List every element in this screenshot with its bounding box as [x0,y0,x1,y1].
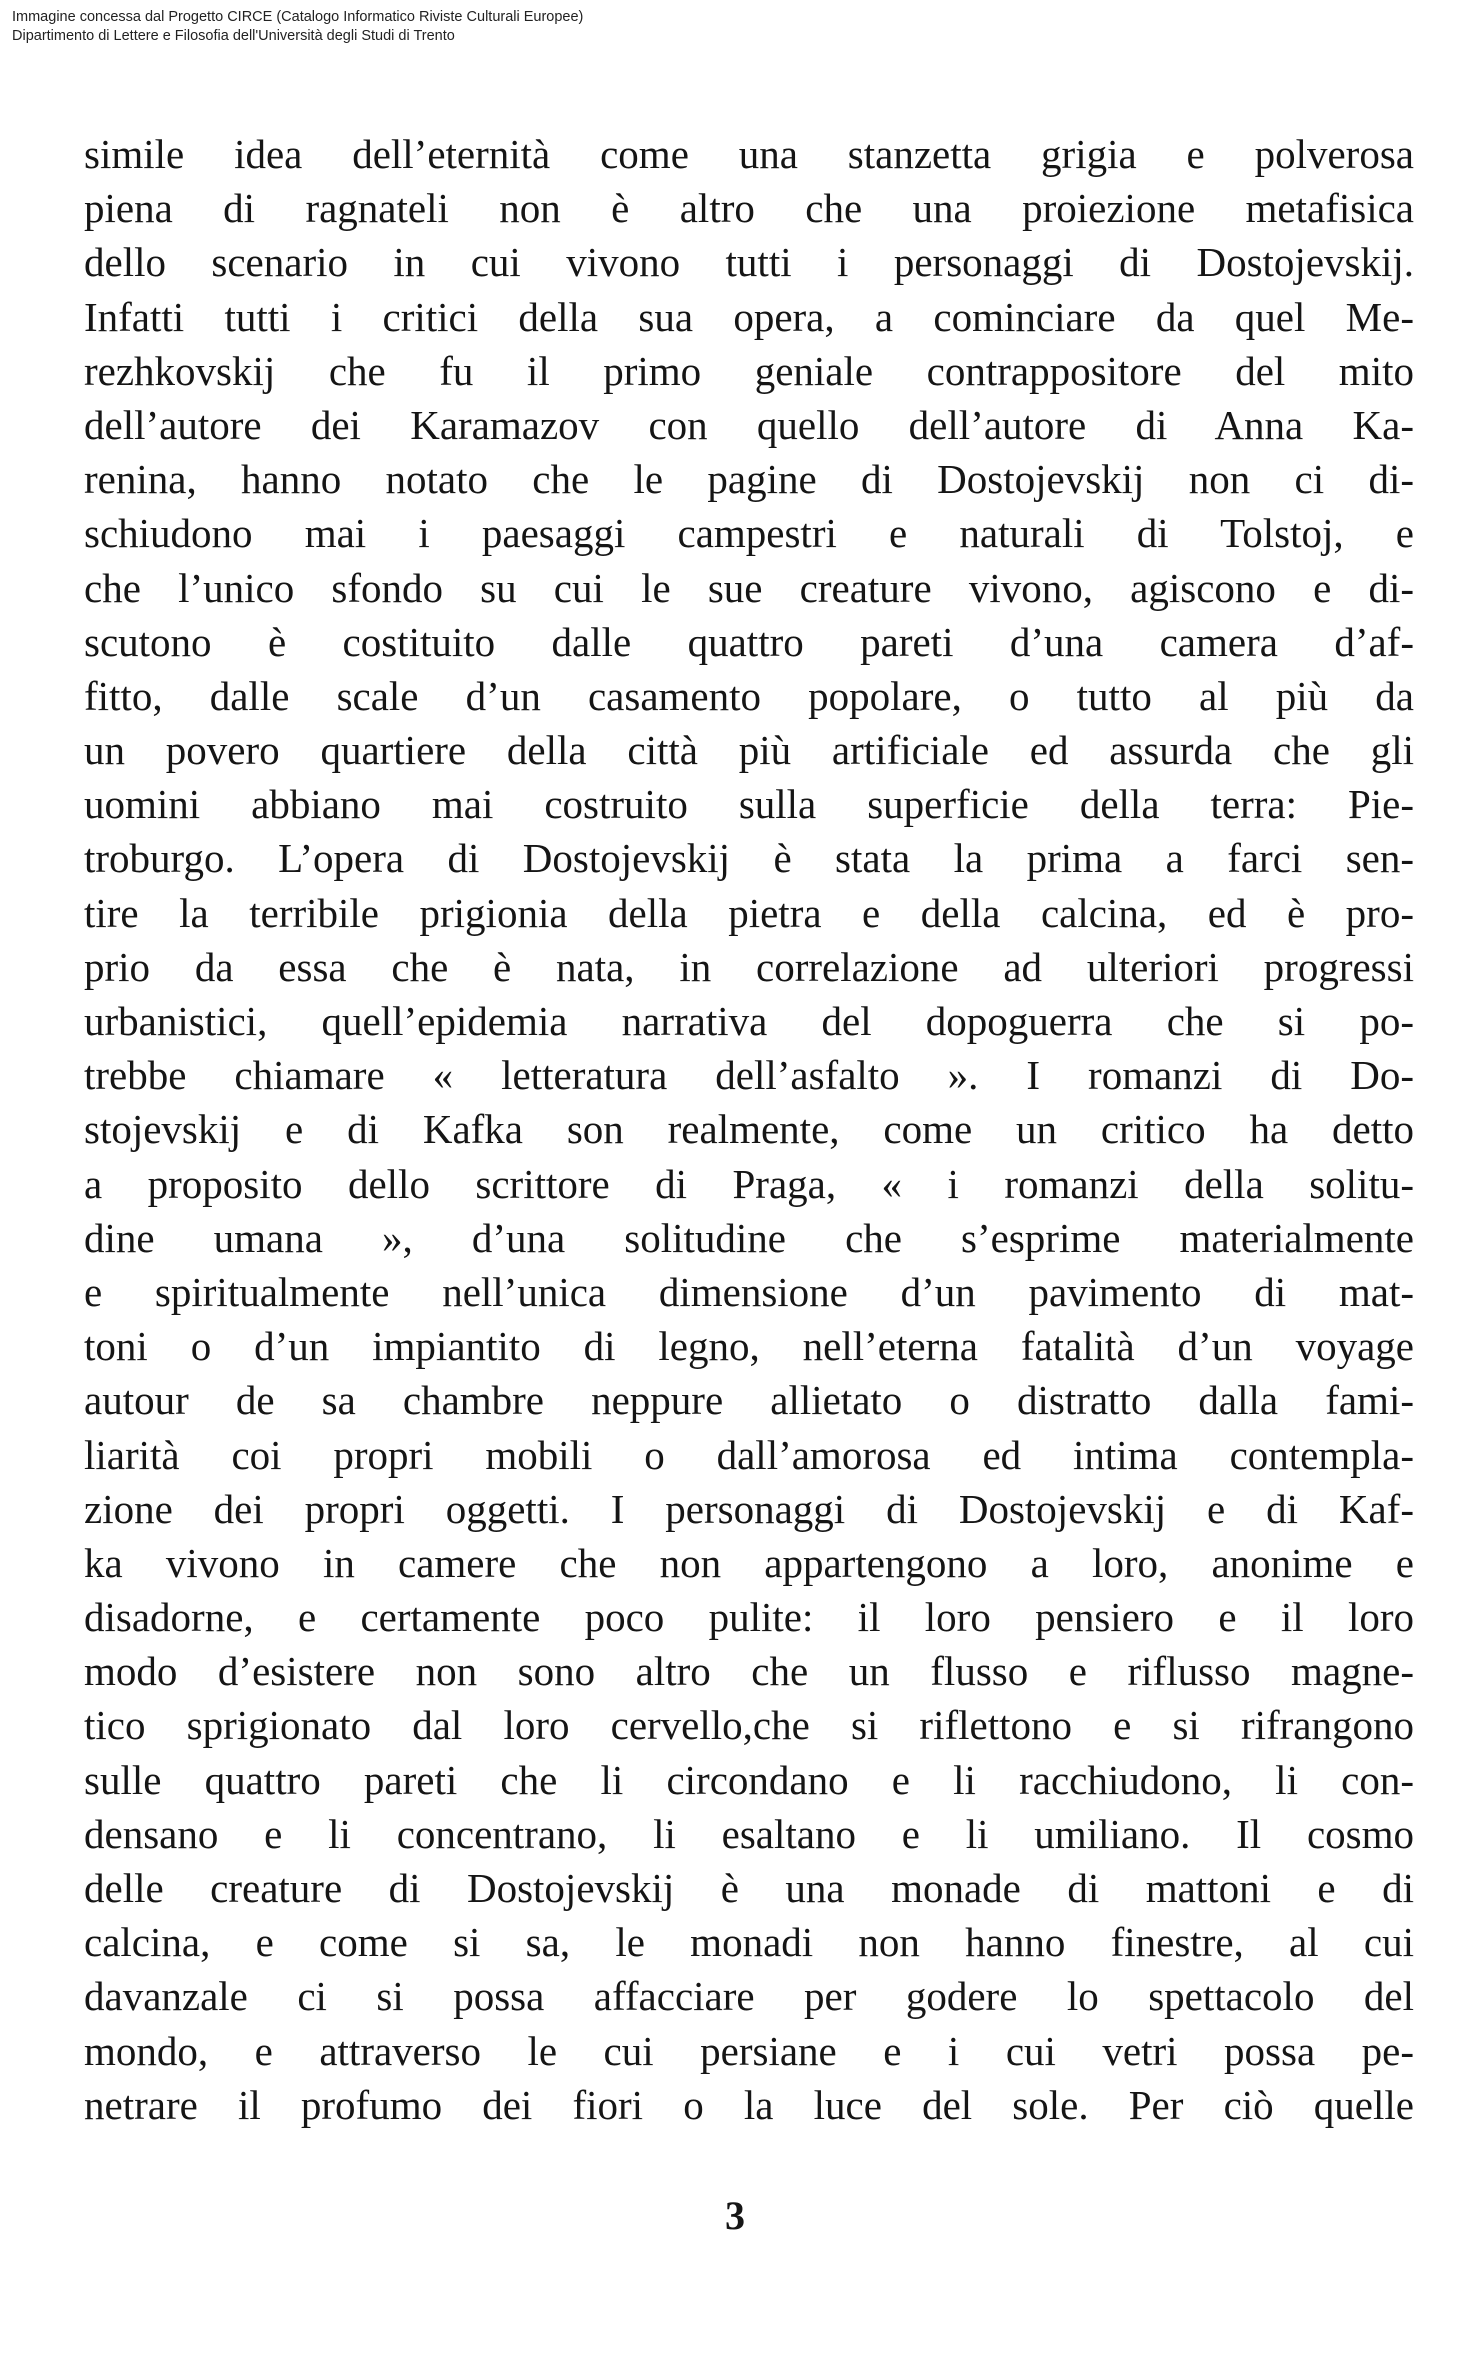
text-line: trebbe chiamare « letteratura dell’asfalto ». I romanzi di Do- [84,1052,1414,1099]
text-line: tico sprigionato dal loro cervello,che si riflettono e si rifrangono [84,1702,1414,1749]
text-line: un povero quartiere della città più artificiale ed assurda che gli [84,727,1414,774]
text-line: delle creature di Dostojevskij è una monade di mattoni e di [84,1865,1414,1911]
text-line: Infatti tutti i critici della sua opera, a cominciare da quel Me- [84,293,1414,340]
text-line: toni o d’un impiantito di legno, nell’eterna fatalità d’un voyage [84,1323,1414,1370]
text-line: schiudono mai i paesaggi campestri e naturali di Tolstoj, e [84,510,1414,557]
text-line: renina, hanno notato che le pagine di Dostojevskij non ci di- [84,456,1414,503]
text-line: disadorne, e certamente poco pulite: il loro pensiero e il loro [84,1594,1414,1641]
text-line: piena di ragnateli non è altro che una proiezione metafisica [84,185,1414,232]
text-line: dell’autore dei Karamazov con quello dell’autore di Anna Ka- [84,401,1414,448]
text-line: rezhkovskij che fu il primo geniale contrappositore del mito [84,347,1414,394]
credit-line-2: Dipartimento di Lettere e Filosofia dell'Università degli Studi di Trento [12,28,455,44]
text-line: sulle quattro pareti che li circondano e li racchiudono, li con- [84,1756,1414,1803]
text-line: calcina, e come si sa, le monadi non hanno finestre, al cui [84,1919,1414,1966]
source-credit-header [12,8,583,46]
text-line: simile idea dell’eternità come una stanzetta grigia e polverosa [84,131,1414,177]
text-line: densano e li concentrano, li esaltano e li umiliano. Il cosmo [84,1810,1414,1857]
text-line: modo d’esistere non sono altro che un flusso e riflusso magne- [84,1648,1414,1695]
text-line: prio da essa che è nata, in correlazione ad ulteriori progressi [84,943,1414,990]
text-line: dello scenario in cui vivono tutti i personaggi di Dostojevskij. [84,239,1414,286]
text-line: dine umana », d’una solitudine che s’esprime materialmente [84,1214,1414,1261]
text-line: a proposito dello scrittore di Praga, « i romanzi della solitu- [84,1160,1414,1207]
text-line: scutono è costituito dalle quattro pareti d’una camera d’af- [84,618,1414,665]
credit-line-1: Immagine concessa dal Progetto CIRCE (Catalogo Informatico Riviste Culturali Europee) [12,9,584,25]
text-line: davanzale ci si possa affacciare per godere lo spettacolo del [84,1973,1414,2020]
page-number: 3 [725,2193,745,2238]
text-line: troburgo. L’opera di Dostojevskij è stata la prima a farci sen- [84,835,1414,882]
text-line: fitto, dalle scale d’un casamento popolare, o tutto al più da [84,672,1414,719]
text-line: che l’unico sfondo su cui le sue creature vivono, agiscono e di- [84,564,1414,611]
text-line: uomini abbiano mai costruito sulla superficie della terra: Pie- [84,781,1414,828]
text-line: autour de sa chambre neppure allietato o distratto dalla fami- [84,1377,1414,1424]
text-line: netrare il profumo dei fiori o la luce del sole. Per ciò quelle [84,2081,1414,2128]
text-line: tire la terribile prigionia della pietra e della calcina, ed è pro- [84,889,1414,936]
text-line: mondo, e attraverso le cui persiane e i cui vetri possa pe- [84,2027,1414,2074]
text-line: ka vivono in camere che non appartengono a loro, anonime e [84,1539,1414,1586]
text-line: urbanistici, quell’epidemia narrativa del dopoguerra che si po- [84,998,1414,1044]
text-line: e spiritualmente nell’unica dimensione d’un pavimento di mat- [84,1268,1414,1315]
text-line: zione dei propri oggetti. I personaggi di Dostojevskij e di Kaf- [84,1485,1414,1532]
text-line: liarità coi propri mobili o dall’amorosa ed intima contempla- [84,1431,1414,1478]
text-line: stojevskij e di Kafka son realmente, come un critico ha detto [84,1106,1414,1153]
body-text [84,127,1414,2132]
